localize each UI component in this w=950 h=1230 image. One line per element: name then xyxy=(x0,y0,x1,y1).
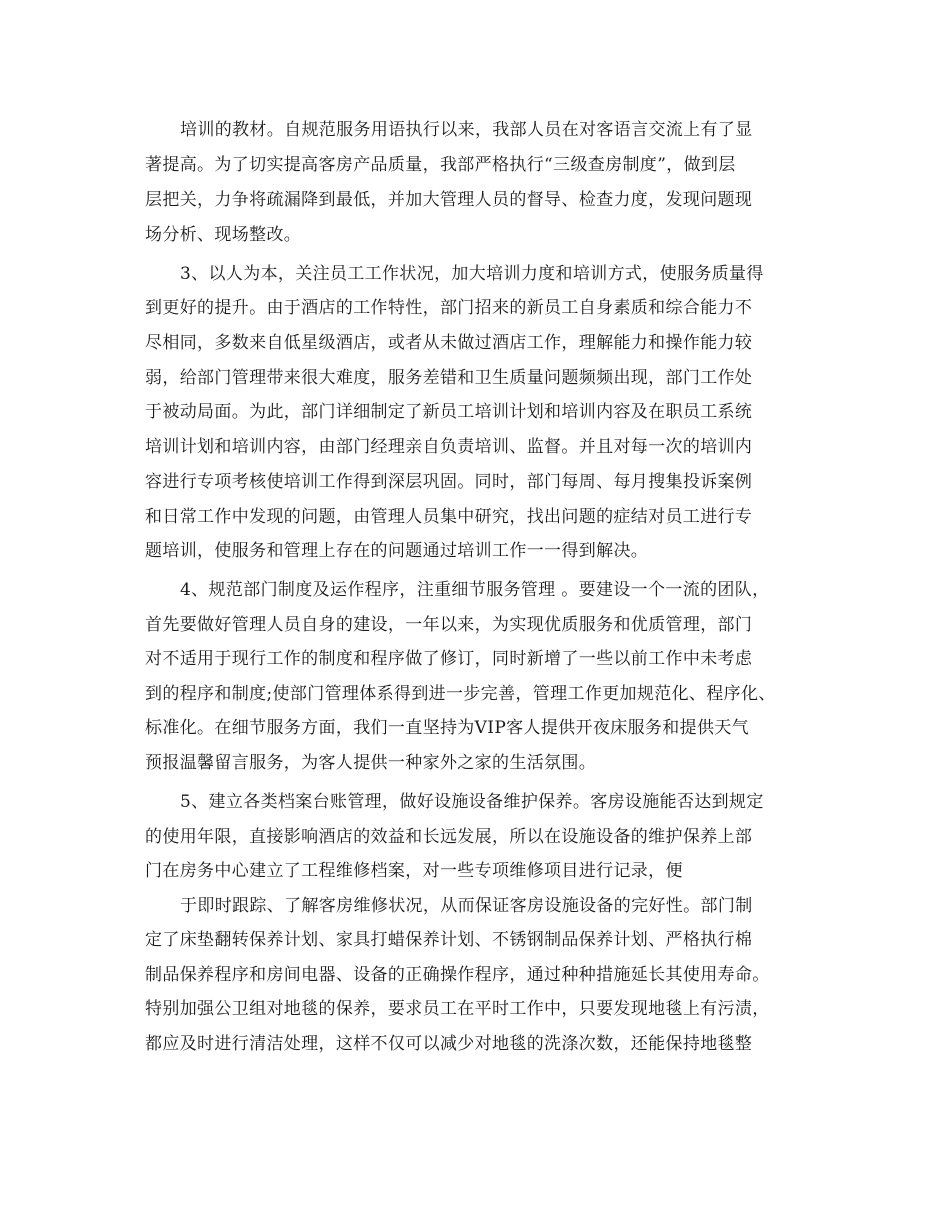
text-line: 容进行专项考核使培训工作得到深层巩固。同时，部门每周、每月搜集投诉案例 xyxy=(145,472,753,492)
text-line: 培训的教材。自规范服务用语执行以来，我部人员在对客语言交流上有了显 xyxy=(180,120,753,140)
text-line: 首先要做好管理人员自身的建设，一年以来，为实现优质服务和优质管理，部门 xyxy=(145,615,753,635)
text-line: 场分析、现场整改。 xyxy=(145,225,302,245)
text-line: 弱，给部门管理带来很大难度，服务差错和卫生质量问题频频出现，部门工作处 xyxy=(145,368,753,388)
text-line: 到的程序和制度;使部门管理体系得到进一步完善，管理工作更加规范化、程序化、 xyxy=(145,684,776,704)
text-line: 制品保养程序和房间电器、设备的正确操作程序，通过种种措施延长其使用寿命。 xyxy=(145,965,770,985)
text-line: 门在房务中心建立了工程维修档案，对一些专项维修项目进行记录，便 xyxy=(145,861,683,881)
text-line: 尽相同，多数来自低星级酒店，或者从未做过酒店工作，理解能力和操作能力较 xyxy=(145,333,753,353)
text-line: 4、规范部门制度及运作程序，注重细节服务管理 。要建设一个一流的团队， xyxy=(180,580,770,600)
text-line: 著提高。为了切实提高客房产品质量，我部严格执行“三级查房制度”，做到层 xyxy=(145,155,736,175)
text-line: 的使用年限，直接影响酒店的效益和长远发展，所以在设施设备的维护保养上部 xyxy=(145,827,753,847)
text-line: 题培训，使服务和管理上存在的问题通过培训工作一一得到解决。 xyxy=(145,541,649,561)
text-line: 到更好的提升。由于酒店的工作特性，部门招来的新员工自身素质和综合能力不 xyxy=(145,298,753,318)
text-line: 层把关，力争将疏漏降到最低，并加大管理人员的督导、检查力度，发现问题现 xyxy=(145,190,753,210)
text-line: 标准化。在细节服务方面，我们一直坚持为VIP客人提供开夜床服务和提供天气 xyxy=(145,718,750,738)
text-line: 3、以人为本，关注员工工作状况，加大培训力度和培训方式，使服务质量得 xyxy=(180,264,764,284)
text-line: 和日常工作中发现的问题，由管理人员集中研究，找出问题的症结对员工进行专 xyxy=(145,507,753,527)
text-line: 对不适用于现行工作的制度和程序做了修订，同时新增了一些以前工作中未考虑 xyxy=(145,649,753,669)
text-line: 5、建立各类档案台账管理，做好设施设备维护保养。客房设施能否达到规定 xyxy=(180,792,764,812)
text-line: 都应及时进行清洁处理，这样不仅可以减少对地毯的洗涤次数，还能保持地毯整 xyxy=(145,1034,753,1054)
text-line: 培训计划和培训内容，由部门经理亲自负责培训、监督。并且对每一次的培训内 xyxy=(145,437,753,457)
text-line: 特别加强公卫组对地毯的保养，要求员工在平时工作中，只要发现地毯上有污渍， xyxy=(145,999,770,1019)
text-line: 定了床垫翻转保养计划、家具打蜡保养计划、不锈钢制品保养计划、严格执行棉 xyxy=(145,930,753,950)
text-line: 于被动局面。为此，部门详细制定了新员工培训计划和培训内容及在职员工系统 xyxy=(145,402,753,422)
text-line: 于即时跟踪、了解客房维修状况，从而保证客房设施设备的完好性。部门制 xyxy=(180,896,753,916)
text-line: 预报温馨留言服务，为客人提供一种家外之家的生活氛围。 xyxy=(145,753,597,773)
